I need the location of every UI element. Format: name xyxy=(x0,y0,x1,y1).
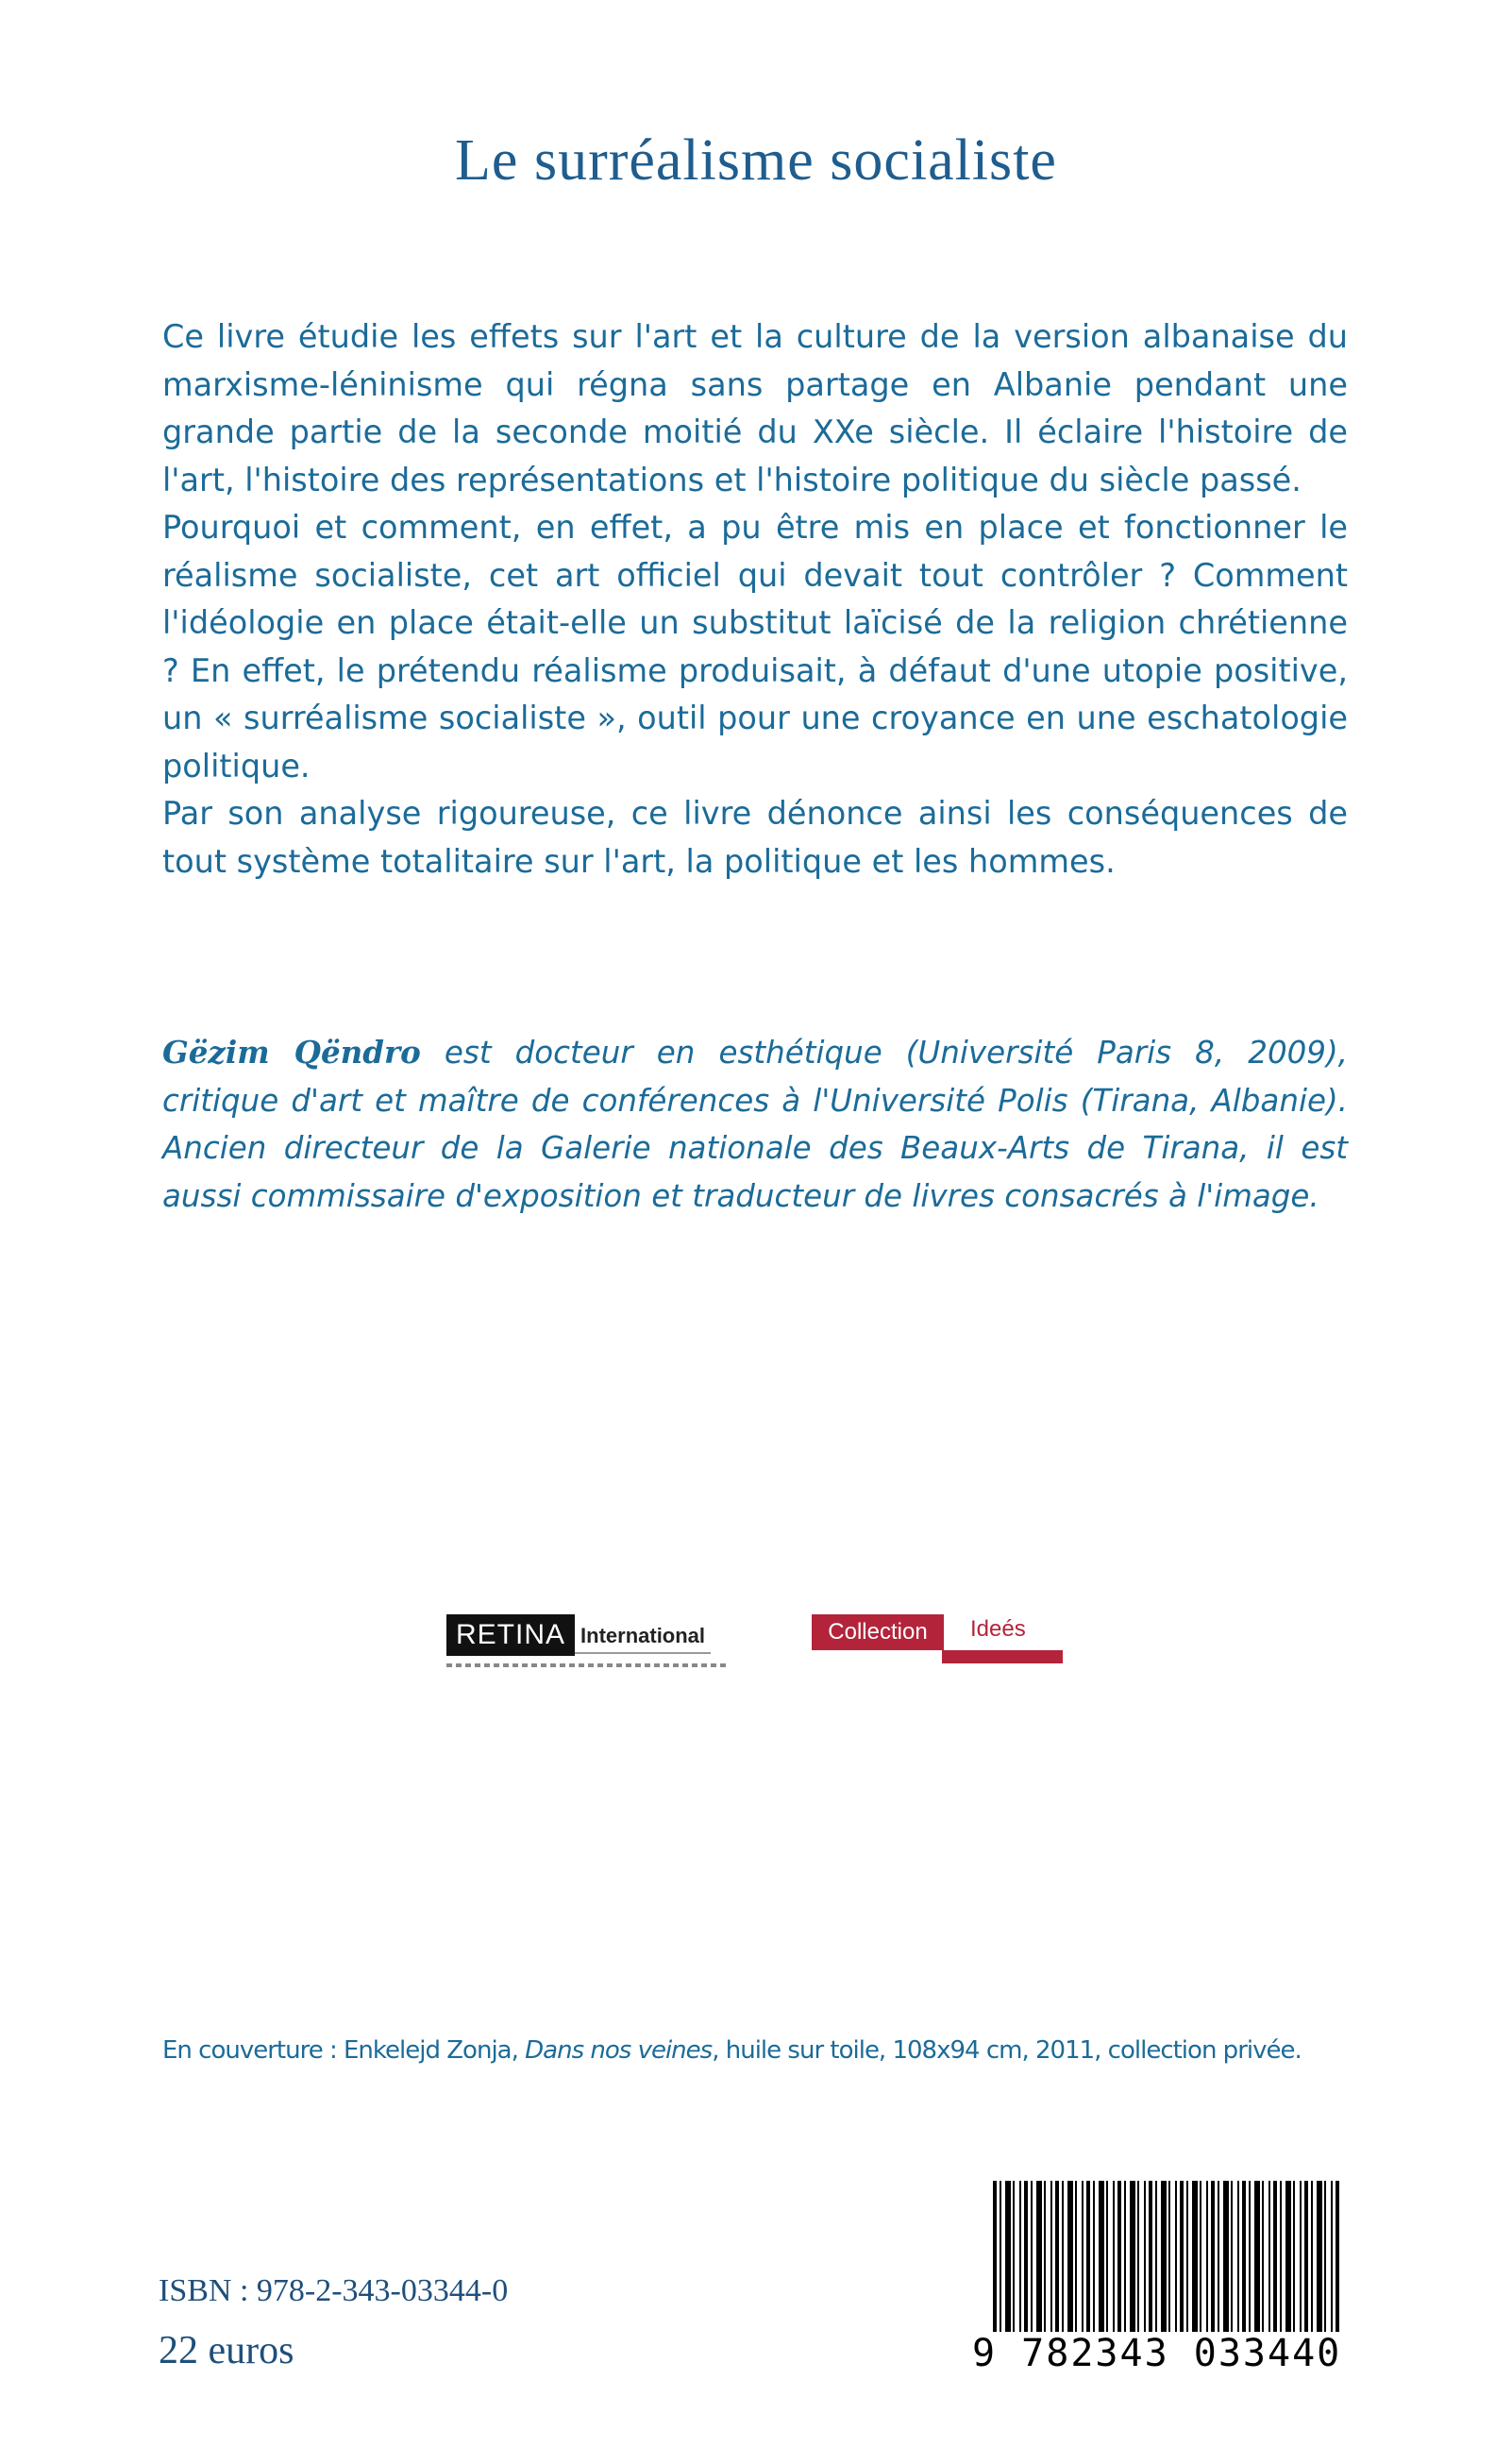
collection-label: Collection xyxy=(812,1614,944,1650)
isbn: ISBN : 978-2-343-03344-0 xyxy=(159,2273,509,2308)
caption-work-title: Dans nos veines xyxy=(525,2036,713,2065)
barcode-number: 9 782343 033440 xyxy=(972,2332,1342,2375)
cover-caption xyxy=(162,2036,1389,2065)
retina-logo-tagline xyxy=(446,1663,730,1667)
caption-suffix: , huile sur toile, 108x94 cm, 2011, collection privée. xyxy=(712,2036,1302,2065)
collection-bar xyxy=(942,1650,1063,1663)
description-paragraph-3: Par son analyse rigoureuse, ce livre dénonce ainsi les conséquences de tout système totalitaire sur l'art, la politique et les hommes. xyxy=(162,795,1348,880)
author-bio xyxy=(162,1029,1348,1220)
book-title: Le surréalisme socialiste xyxy=(455,128,1057,193)
retina-logo-mark: RETINA xyxy=(446,1614,575,1656)
author-name: Gëzim Qëndro xyxy=(162,1034,421,1071)
barcode xyxy=(972,2181,1350,2375)
description-paragraph-1: Ce livre étudie les effets sur l'art et la culture de la version albanaise du marxisme-léninisme qui régna sans partage en Albanie pendant une grande partie de la seconde moitié du XXe siècle. Il éclaire l'histoire de l'art, l'histoire des représentations et l'histoire politique du siècle passé. xyxy=(162,318,1348,498)
retina-logo-sub: International xyxy=(575,1614,711,1654)
retina-international-logo xyxy=(446,1614,711,1671)
description-paragraph-2: Pourquoi et comment, en effet, a pu être mis en place et fonctionner le réalisme socialiste, cet art officiel qui devait tout contrôler ? Comment l'idéologie en place était-elle un substitut laïcisé de la religion chrétienne ? En effet, le prétendu réalisme produisait, à défaut d'une utopie positive, un « surréalisme socialiste », outil pour une croyance en une eschatologie politique. xyxy=(162,509,1348,785)
price: 22 euros xyxy=(159,2329,294,2372)
collection-name: Ideés xyxy=(970,1616,1026,1642)
caption-prefix: En couverture : Enkelejd Zonja, xyxy=(162,2036,526,2065)
book-description xyxy=(162,313,1348,886)
barcode-bars xyxy=(993,2181,1342,2332)
author-bio-text: est docteur en esthétique (Université Paris 8, 2009), critique d'art et maître de conférences à l'Université Polis (Tirana, Albanie). Ancien directeur de la Galerie nationale des Beaux-Arts de Tirana, il est aussi commissaire d'exposition et traducteur de livres consacrés à l'image. xyxy=(162,1035,1348,1214)
